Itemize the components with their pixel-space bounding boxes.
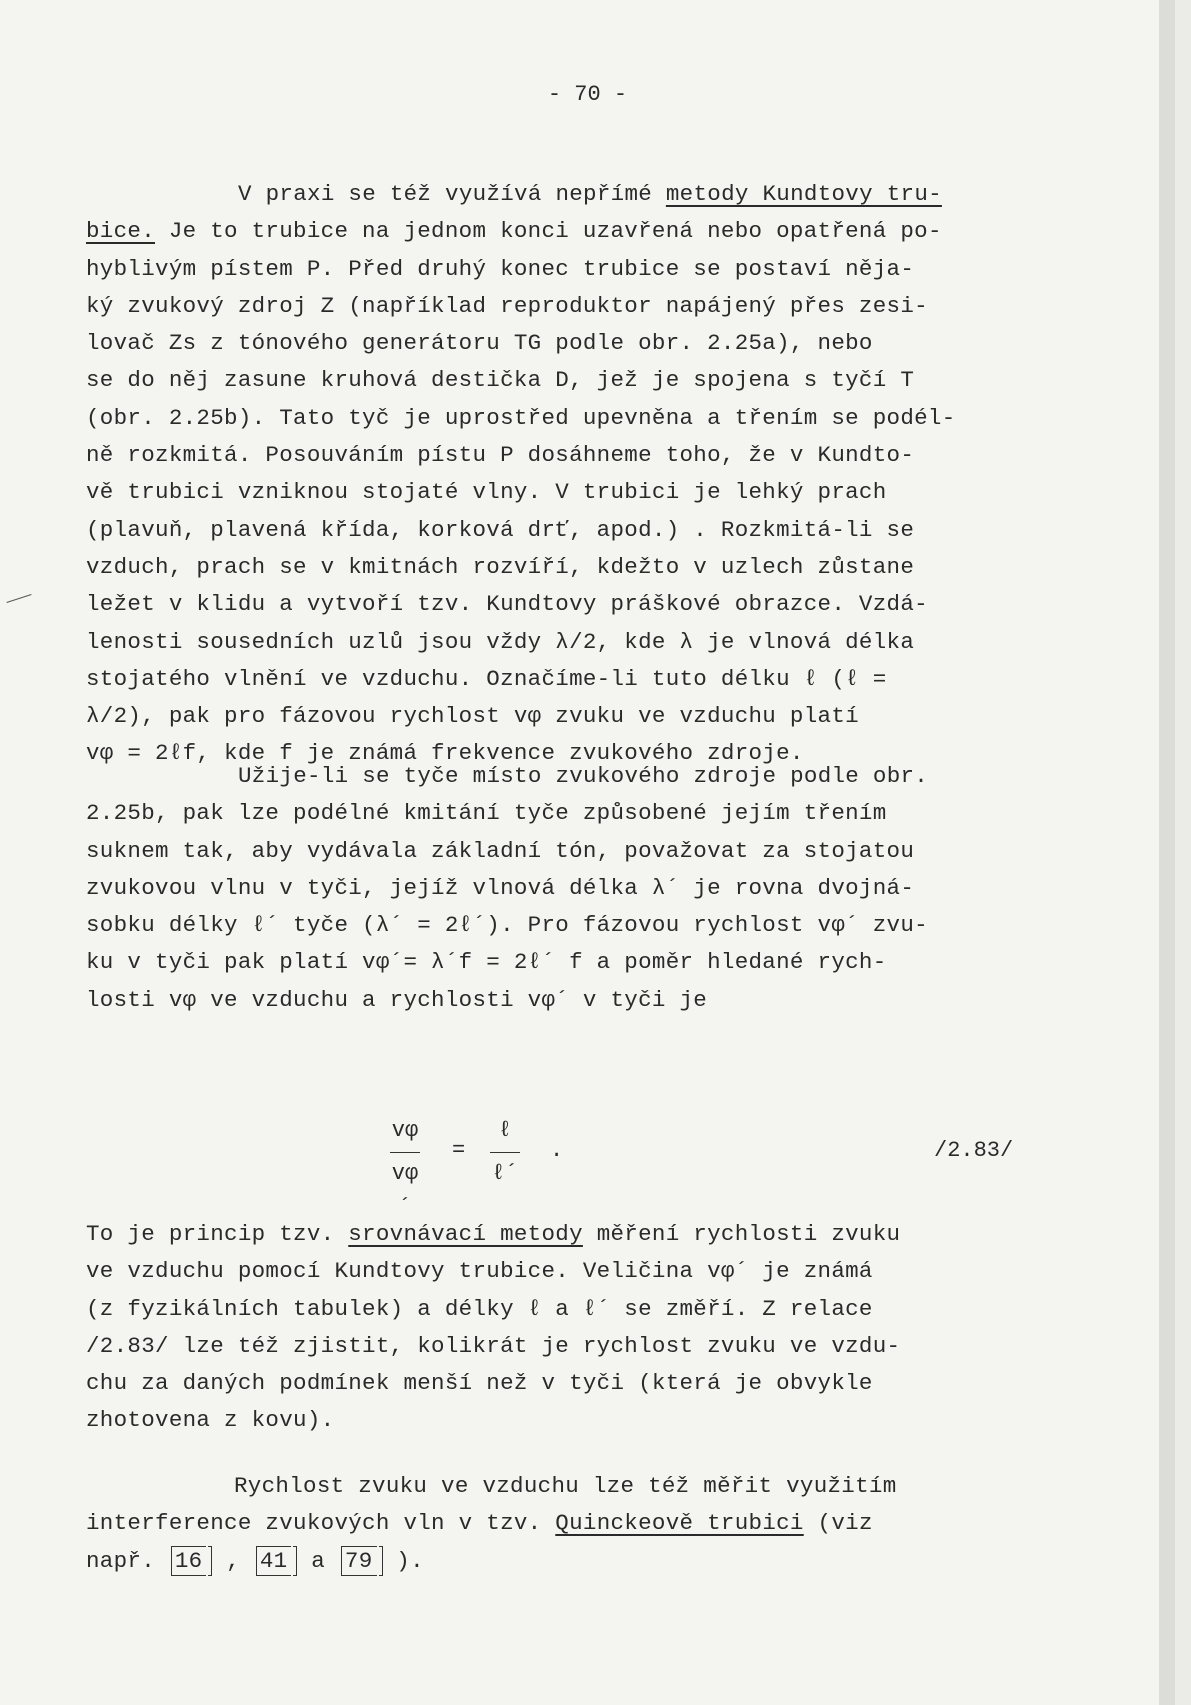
text-line (86, 400, 1046, 437)
text-line (86, 1253, 1046, 1290)
text-run: vzduch, prach se v kmitnách rozvíří, kdežto v uzlech zůstane (86, 553, 915, 580)
text-line (86, 661, 1046, 698)
text-line: suknem tak, aby vydávala základní tón, považovat za stojatou (86, 837, 915, 864)
text-run: (plavuň, plavená křída, korková drť, apod.) . Rozkmitá-li se (86, 516, 915, 543)
fraction-denominator: ℓ´ (491, 1161, 519, 1186)
text-run: ký zvukový zdroj Z (například reproduktor napájený přes zesi- (86, 292, 928, 319)
text-line: 2.25b, pak lze podélné kmitání tyče způsobené jejím třením (86, 800, 887, 827)
text-run: To je princip tzv. (86, 1221, 349, 1247)
margin-pencil-mark (6, 594, 31, 603)
fraction-numerator: ℓ (498, 1118, 512, 1143)
text-line (86, 1216, 1046, 1253)
text-line: ku v tyči pak platí vφ´= λ´f = 2ℓ´ f a poměr hledané rych- (86, 949, 887, 976)
text-run: V praxi se též využívá nepřímé (238, 181, 666, 207)
text-line (86, 1328, 1046, 1365)
text-run: ně rozkmitá. Posouváním pístu P dosáhneme toho, že v Kundto- (86, 442, 915, 469)
fraction-length-ratio (490, 1114, 520, 1191)
underlined-term: bice. (86, 218, 156, 245)
text-run: se do něj zasune kruhová destička D, jež je spojena s tyčí T (86, 367, 915, 394)
fraction-bar (390, 1152, 420, 1153)
paragraph-quincke-tube (86, 1468, 1046, 1580)
text-run: λ/2), pak pro fázovou rychlost vφ zvuku ve vzduchu platí (86, 703, 859, 730)
text-run: lenosti sousedních uzlů jsou vždy λ/2, kde λ je vlnová délka (86, 628, 915, 655)
equation-2-83 (0, 1114, 1175, 1220)
underlined-term: metody Kundtovy tru- (665, 181, 942, 207)
text-run: , (212, 1547, 254, 1574)
text-line: sobku délky ℓ´ tyče (λ´ = 2ℓ´). Pro fázovou rychlost vφ´ zvu- (86, 912, 928, 939)
text-line (86, 213, 1046, 250)
page-edge-shadow (1159, 0, 1175, 1705)
text-line (86, 1543, 1046, 1580)
text-line (86, 1402, 1046, 1439)
text-line (86, 288, 1046, 325)
paragraph-comparison-method (86, 1216, 1046, 1440)
text-line (86, 362, 1046, 399)
paragraph-kundt-tube (86, 176, 1046, 773)
underlined-term: Quinckeově trubici (555, 1510, 804, 1537)
equation-number: /2.83/ (934, 1138, 1014, 1163)
text-run: např. (86, 1547, 169, 1574)
text-line (86, 176, 1046, 213)
citation-ref: 41 (256, 1546, 292, 1576)
underlined-term: srovnávací metody (348, 1221, 583, 1247)
text-run: (viz (803, 1510, 873, 1537)
citation-ref: 79 (341, 1546, 377, 1576)
fraction-velocity-ratio (390, 1114, 420, 1220)
equation-period: . (550, 1138, 564, 1163)
fraction-numerator: vφ (391, 1118, 419, 1143)
text-run: stojatého vlnění ve vzduchu. Označíme-li tuto délku ℓ (ℓ = (86, 665, 887, 692)
fraction-bar (490, 1152, 520, 1153)
text-line (86, 586, 1046, 623)
text-line (86, 437, 1046, 474)
fraction-denominator: vφ´ (391, 1161, 419, 1220)
text-line (86, 325, 1046, 362)
text-run: (obr. 2.25b). Tato tyč je uprostřed upevněna a třením se podél- (86, 404, 956, 431)
citation-ref: 16 (171, 1546, 207, 1576)
text-run: hyblivým pístem P. Před druhý konec trubice se postaví něja- (86, 255, 915, 282)
text-line (86, 1291, 1046, 1328)
text-line: losti vφ ve vzduchu a rychlosti vφ´ v tyči je (86, 986, 708, 1013)
text-run: vě trubici vzniknou stojaté vlny. V trubici je lehký prach (86, 479, 887, 506)
text-line (86, 251, 1046, 288)
text-run: ve vzduchu pomocí Kundtovy trubice. Veličina vφ´ je známá (86, 1258, 873, 1285)
text-line: Užije-li se tyče místo zvukového zdroje podle obr. (238, 763, 929, 789)
text-run: Je to trubice na jednom konci uzavřená nebo opatřená po- (155, 218, 942, 245)
text-line: Rychlost zvuku ve vzduchu lze též měřit využitím (234, 1473, 897, 1499)
text-run: měření rychlosti zvuku (582, 1221, 901, 1247)
text-line (86, 698, 1046, 735)
page-number: - 70 - (547, 82, 628, 107)
text-line (86, 474, 1046, 511)
text-run: interference zvukových vln v tzv. (86, 1510, 556, 1537)
text-run: (z fyzikálních tabulek) a délky ℓ a ℓ´ se změří. Z relace (86, 1295, 873, 1322)
text-line (86, 549, 1046, 586)
text-run: lovač Zs z tónového generátoru TG podle obr. 2.25a), nebo (86, 330, 873, 357)
text-line (86, 1365, 1046, 1402)
text-line (86, 1505, 1046, 1542)
text-run: chu za daných podmínek menší než v tyči (která je obvykle (86, 1370, 873, 1397)
equals-sign: = (452, 1138, 466, 1163)
paragraph-rod-method (86, 758, 1046, 1019)
text-run: vφ = 2ℓf, kde f je známá frekvence zvukového zdroje. (86, 740, 804, 767)
text-run: ). (382, 1547, 424, 1574)
text-line (86, 624, 1046, 661)
text-run: zhotovena z kovu). (86, 1407, 335, 1434)
text-line: zvukovou vlnu v tyči, jejíž vlnová délka λ´ je rovna dvojná- (86, 874, 915, 901)
text-line (86, 512, 1046, 549)
text-run: ležet v klidu a vytvoří tzv. Kundtovy práškové obrazce. Vzdá- (86, 591, 928, 618)
text-run: a (297, 1547, 339, 1574)
text-run: /2.83/ lze též zjistit, kolikrát je rychlost zvuku ve vzdu- (86, 1332, 901, 1359)
